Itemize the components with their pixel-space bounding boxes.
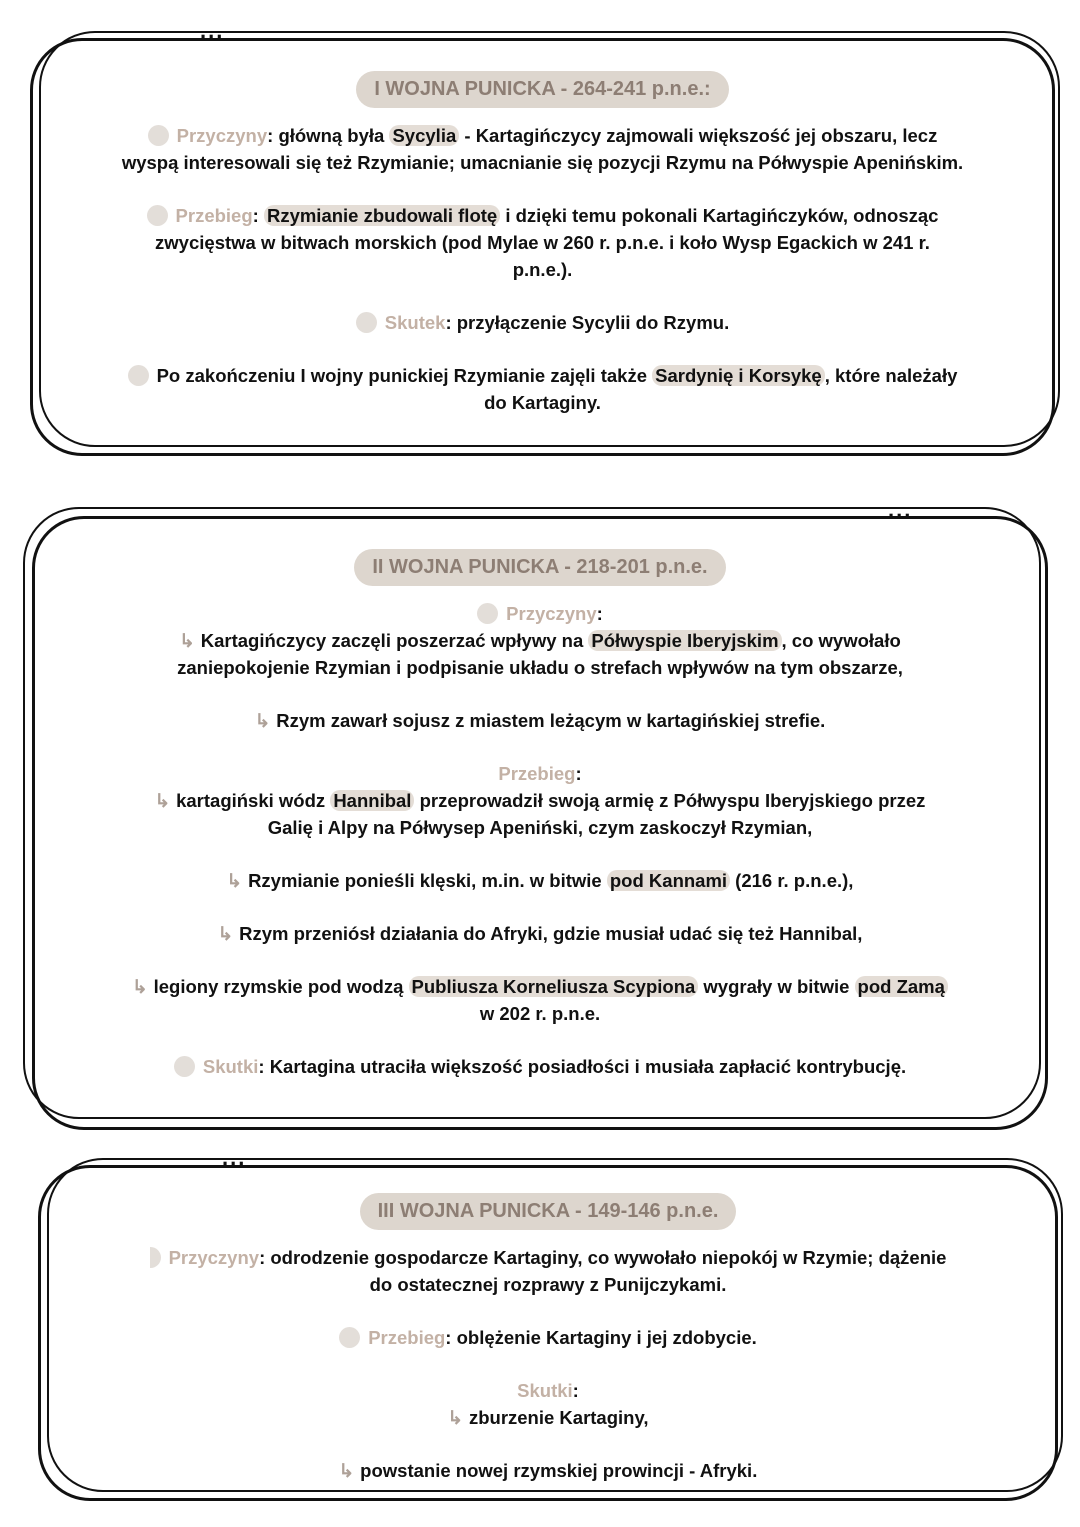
note-text: kartagiński wódz	[176, 790, 331, 811]
bullet-dot-icon	[339, 1327, 360, 1348]
note-paragraph	[35, 973, 1045, 1027]
section-box-1	[30, 38, 1055, 456]
decorative-dots: ...	[888, 497, 913, 522]
decorative-dots: ...	[200, 18, 225, 43]
decorative-dots: ...	[222, 1145, 247, 1170]
note-text: : odrodzenie gospodarcze Kartaginy, co wywołało niepokój w Rzymie; dążenie do ostatecznej rozprawy z Punijczykami.	[259, 1247, 947, 1295]
section-first-punic-war	[33, 71, 1052, 442]
note-text: Kartagińczycy zaczęli poszerzać wpływy na	[200, 630, 589, 651]
note-text: Rzymianie ponieśli klęski, m.in. w bitwie	[248, 870, 607, 891]
highlighted-term: Rzymianie zbudowali flotę	[264, 205, 500, 226]
note-paragraph	[41, 1244, 1055, 1298]
bullet-dot-icon	[356, 312, 377, 333]
note-text: :	[575, 763, 582, 784]
note-paragraph	[41, 1404, 1055, 1431]
note-text: , co wywołało zaniepokojenie Rzymian i podpisanie układu o strefach wpływów na tym obszarze,	[177, 630, 903, 678]
bullet-dot-icon	[174, 1056, 195, 1077]
note-text: : oblężenie Kartaginy i jej zdobycie.	[445, 1327, 757, 1348]
note-text: :	[572, 1380, 579, 1401]
note-text: powstanie nowej rzymskiej prowincji - Afryki.	[360, 1460, 758, 1481]
note-paragraph	[35, 787, 1045, 841]
arrow-right-icon: ↳	[132, 976, 148, 997]
section-label: Skutki	[202, 1056, 259, 1077]
highlighted-term: Półwyspie Iberyjskim	[588, 630, 781, 651]
note-text: :	[596, 603, 603, 624]
note-paragraph	[33, 362, 1052, 416]
note-text: : Kartagina utraciła większość posiadłości i musiała zapłacić kontrybucję.	[258, 1056, 907, 1077]
note-text: (216 r. p.n.e.),	[730, 870, 854, 891]
note-paragraph	[33, 122, 1052, 176]
note-paragraph	[35, 707, 1045, 734]
highlighted-term: Sycylia	[389, 125, 459, 146]
highlighted-term: pod Zamą	[855, 976, 948, 997]
note-paragraph	[35, 867, 1045, 894]
note-paragraph	[35, 760, 1045, 787]
bullet-dot-icon	[477, 603, 498, 624]
note-text: : przyłączenie Sycylii do Rzymu.	[445, 312, 730, 333]
note-text: przeprowadził swoją armię z Półwyspu Iberyjskiego przez Galię i Alpy na Półwysep Apeniński, czym zaskoczył Rzymian,	[267, 790, 926, 838]
bullet-dot-icon	[150, 1247, 161, 1268]
arrow-right-icon: ↳	[217, 923, 234, 944]
bullet-dot-icon	[147, 205, 168, 226]
note-text: : główną była	[267, 125, 390, 146]
bullet-dot-icon	[128, 365, 149, 386]
section-label: Przebieg	[498, 763, 576, 784]
section-title: I WOJNA PUNICKA - 264-241 p.n.e.:	[356, 71, 728, 108]
note-text: , które należały do Kartaginy.	[484, 365, 958, 413]
note-text: Rzym zawarł sojusz z miastem leżącym w kartagińskiej strefie.	[276, 710, 826, 731]
highlighted-term: pod Kannami	[607, 870, 730, 891]
highlighted-term: Publiusza Korneliusza Scypiona	[409, 976, 699, 997]
section-second-punic-war	[35, 549, 1045, 1106]
note-paragraph	[33, 309, 1052, 336]
bullet-dot-icon	[148, 125, 169, 146]
section-third-punic-war	[41, 1193, 1055, 1510]
section-label: Przyczyny	[506, 603, 597, 624]
note-text: wygrały w bitwie	[698, 976, 855, 997]
section-label: Skutki	[517, 1380, 573, 1401]
note-paragraph	[41, 1377, 1055, 1404]
note-paragraph	[41, 1457, 1055, 1484]
note-text: - Kartagińczycy zajmowali większość jej obszaru, lecz wyspą interesowali się też Rzymianie; umacnianie się pozycji Rzymu na Półwyspie Apenińskim.	[121, 125, 964, 173]
note-paragraph	[41, 1324, 1055, 1351]
section-label: Skutek	[384, 312, 446, 333]
section-label: Przebieg	[368, 1327, 446, 1348]
section-title: III WOJNA PUNICKA - 149-146 p.n.e.	[360, 1193, 737, 1230]
highlighted-term: Sardynię i Korsykę	[652, 365, 825, 386]
note-text: Rzym przeniósł działania do Afryki, gdzie musiał udać się też Hannibal,	[239, 923, 863, 944]
note-text: legiony rzymskie pod wodzą	[153, 976, 409, 997]
note-text: w 202 r. p.n.e.	[479, 1003, 601, 1024]
note-paragraph	[33, 202, 1052, 283]
note-paragraph	[35, 1053, 1045, 1080]
arrow-right-icon: ↳	[154, 790, 171, 811]
section-box-3	[38, 1165, 1058, 1501]
section-label: Przyczyny	[168, 1247, 260, 1268]
section-label: Przyczyny	[176, 125, 268, 146]
note-text: i dzięki temu pokonali Kartagińczyków, odnosząc zwycięstwa w bitwach morskich (pod Mylae w 260 r. p.n.e. i koło Wysp Egackich w 241 r. p.n.e.).	[155, 205, 939, 280]
note-paragraph	[35, 627, 1045, 681]
note-text: zburzenie Kartaginy,	[468, 1407, 649, 1428]
arrow-right-icon: ↳	[226, 870, 243, 891]
highlighted-term: Hannibal	[330, 790, 414, 811]
section-box-2	[32, 516, 1048, 1130]
arrow-right-icon: ↳	[179, 630, 195, 651]
section-label: Przebieg	[175, 205, 253, 226]
arrow-right-icon: ↳	[254, 710, 271, 731]
note-text: Po zakończeniu I wojny punickiej Rzymianie zajęli także	[156, 365, 653, 386]
note-paragraph	[35, 920, 1045, 947]
arrow-right-icon: ↳	[447, 1407, 463, 1428]
note-text: :	[252, 205, 264, 226]
note-paragraph	[35, 600, 1045, 627]
arrow-right-icon: ↳	[338, 1460, 355, 1481]
section-title: II WOJNA PUNICKA - 218-201 p.n.e.	[354, 549, 725, 586]
